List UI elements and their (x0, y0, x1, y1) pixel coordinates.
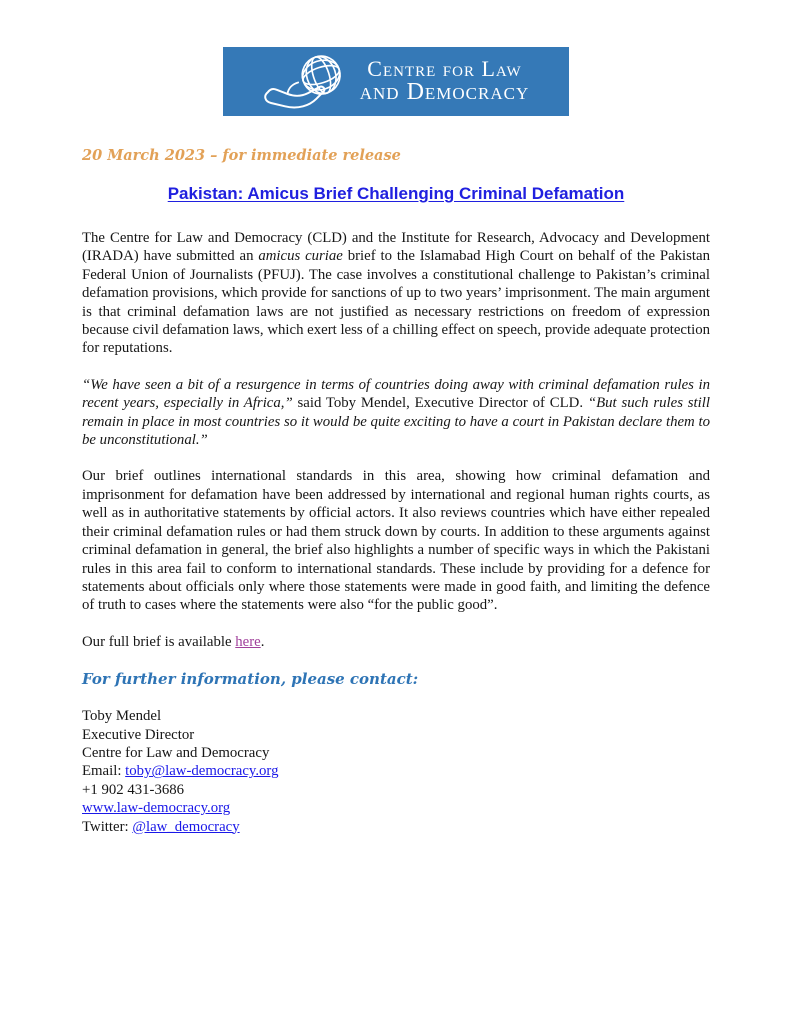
release-date-line: 20 March 2023 – for immediate release (82, 147, 401, 164)
contact-website-line (82, 799, 710, 817)
contact-block (82, 707, 710, 836)
contact-org: Centre for Law and Democracy (82, 744, 270, 761)
brief-availability-line (82, 633, 710, 651)
paragraph-intro-text-2: brief to the Islamabad High Court on behalf of the Pakistan Federal Union of Journalists (PFUJ). The case involves a constitutional challenge to Pakistan’s criminal defamation provisions, which provide for sanctions of up to two years’ imprisonment. The main argument is that criminal defamation laws are not justified as necessary restrictions on freedom of expression because civil defamation laws, which exert less of a chilling effect on speech, provide adequate protection for reputations. (82, 248, 710, 357)
email-link[interactable]: toby@law-democracy.org (125, 763, 279, 780)
amicus-curiae-italic: amicus curiae (258, 248, 343, 265)
paragraph-intro (82, 229, 710, 358)
logo-wordmark (359, 55, 530, 106)
quote-part-1: “We have seen a bit of a resurgence in terms of countries doing away with criminal defamation rules in recent years, especially in Africa,” (82, 376, 710, 412)
email-label: Email: (82, 763, 126, 780)
contact-role: Executive Director (82, 726, 195, 743)
document-body (82, 229, 710, 836)
contact-email-line (82, 762, 710, 780)
paragraph-quote (82, 376, 710, 450)
twitter-link[interactable]: @law_democracy (132, 818, 240, 835)
contact-twitter-line (82, 818, 710, 836)
paragraph-intro-text-1: The Centre for Law and Democracy (CLD) and the Institute for Research, Advocacy and Development (IRADA) have submitted an (82, 230, 710, 265)
brief-here-link[interactable]: here (235, 633, 261, 650)
cld-logo (223, 47, 569, 116)
quote-part-2: “But such rules still remain in place in most countries so it would be quite exciting to have a court in Pakistan declare them to be unconstitutional.” (82, 395, 710, 449)
logo-line-1: Centre for Law (367, 55, 522, 81)
paragraph-brief-outline: Our brief outlines international standards in this area, showing how criminal defamation and imprisonment for defamation have been addressed by international and regional human rights courts, as well as in authoritative statements by official actors. It also reviews countries which have either repealed their criminal defamation rules or had them struck down by courts. In addition to these arguments against criminal defamation in general, the brief also highlights a number of specific ways in which the Pakistani rules in this area fail to conform to international standards. These include by providing for a defence for statements about officials only where those statements were made in good faith, and limiting the defence of truth to cases where the statements were also “for the public good”. (82, 468, 710, 614)
page-title: Pakistan: Amicus Brief Challenging Criminal Defamation (167, 184, 625, 203)
quote-attribution: said Toby Mendel, Executive Director of CLD. (292, 395, 588, 412)
brief-line-text: Our full brief is available (82, 633, 236, 650)
logo-line-2: and Democracy (359, 79, 530, 106)
contact-name: Toby Mendel (82, 708, 162, 725)
website-link[interactable]: www.law-democracy.org (82, 800, 231, 817)
twitter-label: Twitter: (82, 818, 133, 835)
globe-in-hand-icon (262, 51, 354, 114)
logo-band (0, 0, 791, 116)
brief-line-period: . (260, 633, 265, 650)
contact-phone: +1 902 431-3686 (82, 781, 185, 798)
contact-heading: For further information, please contact: (82, 670, 419, 689)
